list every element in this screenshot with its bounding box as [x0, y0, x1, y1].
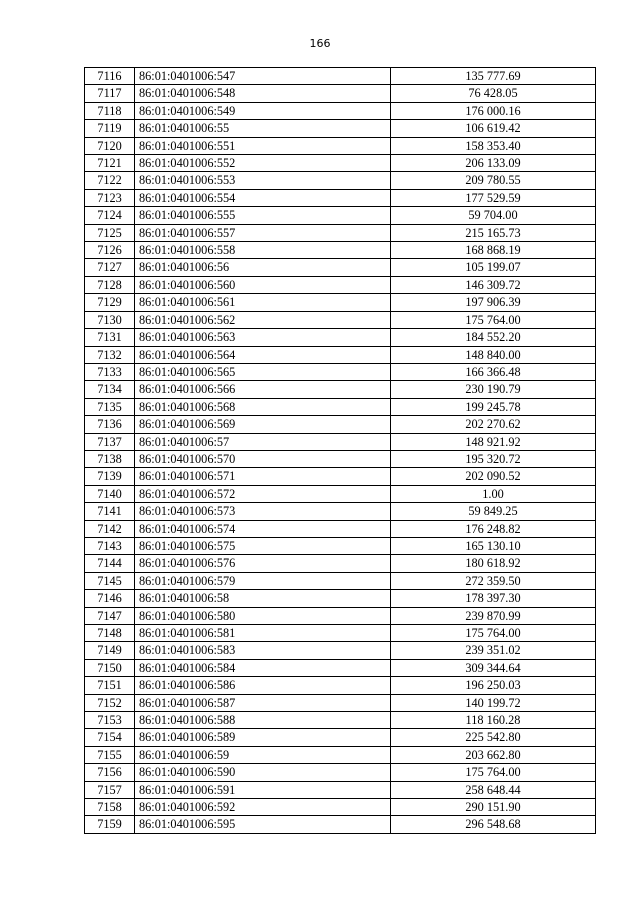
cadastral-number-cell: 86:01:0401006:57: [135, 433, 391, 450]
table-row: [85, 781, 596, 798]
row-number-cell: 7149: [85, 642, 135, 659]
cadastral-number-cell: 86:01:0401006:576: [135, 555, 391, 572]
row-number-cell: 7157: [85, 781, 135, 798]
row-number-cell: 7117: [85, 85, 135, 102]
value-cell: 135 777.69: [391, 68, 596, 85]
table-row: [85, 607, 596, 624]
table-row: [85, 68, 596, 85]
row-number-cell: 7120: [85, 137, 135, 154]
row-number-cell: 7145: [85, 572, 135, 589]
cadastral-number-cell: 86:01:0401006:569: [135, 416, 391, 433]
table-row: [85, 450, 596, 467]
cadastral-number-cell: 86:01:0401006:589: [135, 729, 391, 746]
cadastral-number-cell: 86:01:0401006:580: [135, 607, 391, 624]
row-number-cell: 7126: [85, 242, 135, 259]
value-cell: 118 160.28: [391, 712, 596, 729]
table-row: [85, 520, 596, 537]
table-row: [85, 172, 596, 189]
cadastral-number-cell: 86:01:0401006:568: [135, 398, 391, 415]
row-number-cell: 7151: [85, 677, 135, 694]
value-cell: 148 840.00: [391, 346, 596, 363]
value-cell: 175 764.00: [391, 625, 596, 642]
value-cell: 140 199.72: [391, 694, 596, 711]
table-row: [85, 503, 596, 520]
row-number-cell: 7119: [85, 120, 135, 137]
table-row: [85, 572, 596, 589]
value-cell: 105 199.07: [391, 259, 596, 276]
row-number-cell: 7146: [85, 590, 135, 607]
cadastral-number-cell: 86:01:0401006:566: [135, 381, 391, 398]
cadastral-number-cell: 86:01:0401006:588: [135, 712, 391, 729]
value-cell: 175 764.00: [391, 311, 596, 328]
value-cell: 230 190.79: [391, 381, 596, 398]
value-cell: 165 130.10: [391, 537, 596, 554]
table-row: [85, 329, 596, 346]
row-number-cell: 7158: [85, 799, 135, 816]
table-row: [85, 694, 596, 711]
value-cell: 175 764.00: [391, 764, 596, 781]
cadastral-number-cell: 86:01:0401006:553: [135, 172, 391, 189]
table-row: [85, 259, 596, 276]
value-cell: 197 906.39: [391, 294, 596, 311]
cadastral-number-cell: 86:01:0401006:590: [135, 764, 391, 781]
row-number-cell: 7155: [85, 746, 135, 763]
cadastral-number-cell: 86:01:0401006:58: [135, 590, 391, 607]
table-row: [85, 155, 596, 172]
row-number-cell: 7135: [85, 398, 135, 415]
value-cell: 258 648.44: [391, 781, 596, 798]
row-number-cell: 7118: [85, 102, 135, 119]
value-cell: 184 552.20: [391, 329, 596, 346]
value-cell: 202 270.62: [391, 416, 596, 433]
table-row: [85, 590, 596, 607]
cadastral-number-cell: 86:01:0401006:587: [135, 694, 391, 711]
row-number-cell: 7123: [85, 189, 135, 206]
row-number-cell: 7147: [85, 607, 135, 624]
cadastral-number-cell: 86:01:0401006:564: [135, 346, 391, 363]
cadastral-value-table: [84, 67, 596, 834]
table-row: [85, 276, 596, 293]
table-row: [85, 555, 596, 572]
row-number-cell: 7133: [85, 363, 135, 380]
cadastral-number-cell: 86:01:0401006:573: [135, 503, 391, 520]
value-cell: 209 780.55: [391, 172, 596, 189]
row-number-cell: 7125: [85, 224, 135, 241]
row-number-cell: 7142: [85, 520, 135, 537]
value-cell: 239 351.02: [391, 642, 596, 659]
cadastral-number-cell: 86:01:0401006:591: [135, 781, 391, 798]
row-number-cell: 7156: [85, 764, 135, 781]
table-row: [85, 85, 596, 102]
row-number-cell: 7116: [85, 68, 135, 85]
cadastral-number-cell: 86:01:0401006:548: [135, 85, 391, 102]
cadastral-number-cell: 86:01:0401006:562: [135, 311, 391, 328]
cadastral-number-cell: 86:01:0401006:586: [135, 677, 391, 694]
table-row: [85, 729, 596, 746]
value-cell: 309 344.64: [391, 659, 596, 676]
row-number-cell: 7148: [85, 625, 135, 642]
cadastral-number-cell: 86:01:0401006:565: [135, 363, 391, 380]
cadastral-number-cell: 86:01:0401006:551: [135, 137, 391, 154]
value-cell: 180 618.92: [391, 555, 596, 572]
row-number-cell: 7153: [85, 712, 135, 729]
cadastral-number-cell: 86:01:0401006:592: [135, 799, 391, 816]
table-row: [85, 659, 596, 676]
table-row: [85, 242, 596, 259]
value-cell: 202 090.52: [391, 468, 596, 485]
cadastral-number-cell: 86:01:0401006:595: [135, 816, 391, 833]
row-number-cell: 7144: [85, 555, 135, 572]
table-row: [85, 625, 596, 642]
row-number-cell: 7121: [85, 155, 135, 172]
table-row: [85, 381, 596, 398]
cadastral-number-cell: 86:01:0401006:581: [135, 625, 391, 642]
row-number-cell: 7154: [85, 729, 135, 746]
table-row: [85, 642, 596, 659]
table-row: [85, 433, 596, 450]
table-row: [85, 799, 596, 816]
row-number-cell: 7159: [85, 816, 135, 833]
row-number-cell: 7129: [85, 294, 135, 311]
cadastral-number-cell: 86:01:0401006:555: [135, 207, 391, 224]
row-number-cell: 7134: [85, 381, 135, 398]
value-cell: 59 704.00: [391, 207, 596, 224]
row-number-cell: 7140: [85, 485, 135, 502]
row-number-cell: 7143: [85, 537, 135, 554]
value-cell: 178 397.30: [391, 590, 596, 607]
cadastral-number-cell: 86:01:0401006:583: [135, 642, 391, 659]
value-cell: 106 619.42: [391, 120, 596, 137]
value-cell: 215 165.73: [391, 224, 596, 241]
cadastral-number-cell: 86:01:0401006:575: [135, 537, 391, 554]
cadastral-number-cell: 86:01:0401006:574: [135, 520, 391, 537]
table-row: [85, 416, 596, 433]
value-cell: 146 309.72: [391, 276, 596, 293]
value-cell: 206 133.09: [391, 155, 596, 172]
cadastral-number-cell: 86:01:0401006:572: [135, 485, 391, 502]
cadastral-number-cell: 86:01:0401006:570: [135, 450, 391, 467]
value-cell: 166 366.48: [391, 363, 596, 380]
row-number-cell: 7136: [85, 416, 135, 433]
row-number-cell: 7139: [85, 468, 135, 485]
value-cell: 203 662.80: [391, 746, 596, 763]
cadastral-number-cell: 86:01:0401006:584: [135, 659, 391, 676]
value-cell: 168 868.19: [391, 242, 596, 259]
row-number-cell: 7128: [85, 276, 135, 293]
cadastral-number-cell: 86:01:0401006:563: [135, 329, 391, 346]
cadastral-number-cell: 86:01:0401006:552: [135, 155, 391, 172]
table-row: [85, 746, 596, 763]
table-body: [85, 68, 596, 834]
row-number-cell: 7130: [85, 311, 135, 328]
row-number-cell: 7150: [85, 659, 135, 676]
table-row: [85, 712, 596, 729]
value-cell: 1.00: [391, 485, 596, 502]
table-row: [85, 485, 596, 502]
cadastral-number-cell: 86:01:0401006:560: [135, 276, 391, 293]
table-row: [85, 224, 596, 241]
row-number-cell: 7141: [85, 503, 135, 520]
cadastral-number-cell: 86:01:0401006:55: [135, 120, 391, 137]
table-row: [85, 677, 596, 694]
table-row: [85, 537, 596, 554]
row-number-cell: 7122: [85, 172, 135, 189]
table-row: [85, 398, 596, 415]
table-row: [85, 363, 596, 380]
table-row: [85, 294, 596, 311]
value-cell: 196 250.03: [391, 677, 596, 694]
value-cell: 177 529.59: [391, 189, 596, 206]
value-cell: 158 353.40: [391, 137, 596, 154]
table-row: [85, 311, 596, 328]
table-row: [85, 137, 596, 154]
table-row: [85, 207, 596, 224]
table-row: [85, 102, 596, 119]
cadastral-number-cell: 86:01:0401006:557: [135, 224, 391, 241]
value-cell: 59 849.25: [391, 503, 596, 520]
table-row: [85, 346, 596, 363]
cadastral-number-cell: 86:01:0401006:558: [135, 242, 391, 259]
table-row: [85, 120, 596, 137]
value-cell: 76 428.05: [391, 85, 596, 102]
row-number-cell: 7127: [85, 259, 135, 276]
value-cell: 148 921.92: [391, 433, 596, 450]
row-number-cell: 7138: [85, 450, 135, 467]
row-number-cell: 7124: [85, 207, 135, 224]
row-number-cell: 7131: [85, 329, 135, 346]
cadastral-number-cell: 86:01:0401006:549: [135, 102, 391, 119]
value-cell: 272 359.50: [391, 572, 596, 589]
row-number-cell: 7152: [85, 694, 135, 711]
value-cell: 176 248.82: [391, 520, 596, 537]
page-number: 166: [309, 37, 331, 50]
cadastral-number-cell: 86:01:0401006:56: [135, 259, 391, 276]
table-row: [85, 468, 596, 485]
row-number-cell: 7132: [85, 346, 135, 363]
value-cell: 290 151.90: [391, 799, 596, 816]
value-cell: 199 245.78: [391, 398, 596, 415]
cadastral-number-cell: 86:01:0401006:554: [135, 189, 391, 206]
cadastral-number-cell: 86:01:0401006:561: [135, 294, 391, 311]
table-row: [85, 816, 596, 833]
cadastral-number-cell: 86:01:0401006:579: [135, 572, 391, 589]
value-cell: 239 870.99: [391, 607, 596, 624]
value-cell: 296 548.68: [391, 816, 596, 833]
value-cell: 225 542.80: [391, 729, 596, 746]
cadastral-number-cell: 86:01:0401006:571: [135, 468, 391, 485]
row-number-cell: 7137: [85, 433, 135, 450]
value-cell: 195 320.72: [391, 450, 596, 467]
table-row: [85, 189, 596, 206]
cadastral-number-cell: 86:01:0401006:59: [135, 746, 391, 763]
table-row: [85, 764, 596, 781]
value-cell: 176 000.16: [391, 102, 596, 119]
cadastral-number-cell: 86:01:0401006:547: [135, 68, 391, 85]
